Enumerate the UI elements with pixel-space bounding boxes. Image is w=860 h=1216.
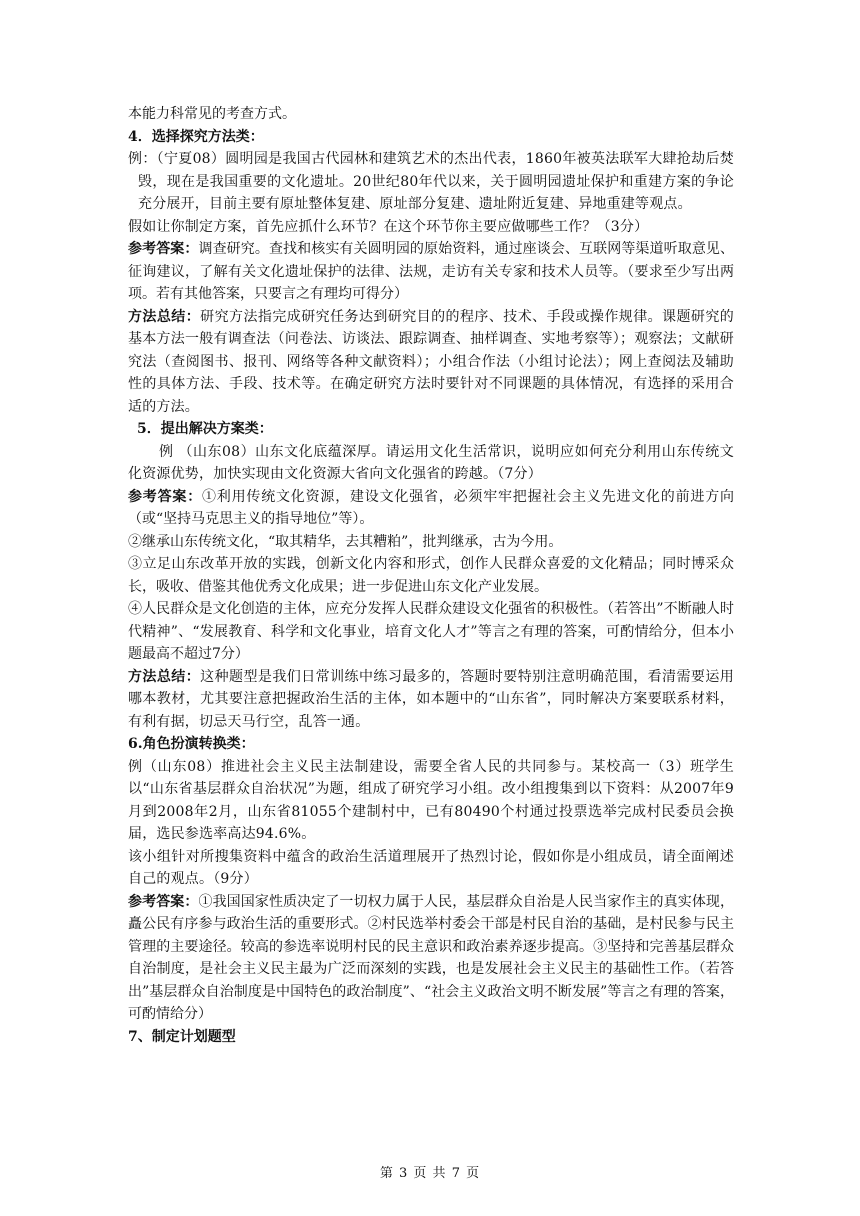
answer-5 [128,486,734,531]
summary-label: 方法总结： [128,308,201,325]
section-heading-5: 5．提出解决方案类： [137,421,273,437]
question-4: 假如让你制定方案，首先应抓什么环节？在这个环节你主要应做哪些工作？（3分） [128,218,649,235]
section-heading-6: 6.角色扮演转换类： [128,736,255,752]
answer-5-point-3: ③立足山东改革开放的实践，创新文化内容和形式，创作人民群众喜爱的文化精品；同时博采众长，吸收、借鉴其他优秀文化成果；进一步促进山东文化产业发展。 [128,556,734,595]
answer-6 [128,891,734,1026]
answer-text: ①我国国家性质决定了一切权力属于人民，基层群众自治是人民当家作主的真实体现，矗公民有序参与政治生活的重要形式。②村民选举村委会干部是村民自治的基础，是村民参与民主管理的主要途径。较高的参选率说明村民的民主意识和政治素养逐步提高。③坚持和完善基层群众自治制度，是社会主义民主最为广泛而深刻的实践，也是发展社会主义民主的基础性工作。（若答出”基层群众自治制度是中国特色的政治制度”、“社会主义政治文明不断发展”等言之有理的答案，可酌情给分） [128,893,735,1022]
summary-label: 方法总结： [128,668,201,685]
example-6: 例（山东08）推进社会主义民主法制建设，需要全省人民的共同参与。某校高一（3）班学生以“山东省基层群众自治状况”为题，组成了研究学习小组。改小组搜集到以下资料：从2007年9月到2008年2月，山东省81055个建制村中，已有80490个村通过投票选举完成村民委员会换届，选民参选率高达94.6%。 [128,758,734,842]
answer-label: 参考答案： [128,893,199,910]
summary-4 [128,306,734,419]
intro-line: 本能力科常见的考查方式。 [128,106,296,122]
answer-text: 调查研究。查找和核实有关圆明园的原始资料，通过座谈会、互联网等渠道听取意见、征询建议，了解有关文化遗址保护的法律、法规，走访有关专家和技术人员等。（要求至少写出两项。若有其他答案，只要言之有理均可得分） [128,241,735,302]
answer-5-point-4: ④人民群众是文化创造的主体，应充分发挥人民群众建设文化强省的积极性。（若答出”不断融人时代精神”、“发展教育、科学和文化事业，培育文化人才”等言之有理的答案，可酌情给分，但本小题最高不超过7分） [128,601,734,662]
page-content [128,103,734,1048]
summary-5 [128,666,734,734]
answer-label: 参考答案： [128,488,202,505]
example-5: 例 （山东08）山东文化底蕴深厚。请运用文化生活常识，说明应如何充分利用山东传统文化资源优势，加快实现由文化资源大省向文化强省的跨越。（7分） [128,443,734,482]
answer-text: ①利用传统文化资源，建设文化强省，必须牢牢把握社会主义先进文化的前进方向（或“坚持马克思主义的指导地位”等）。 [128,488,734,527]
summary-text: 这种题型是我们日常训练中练习最多的，答题时要特别注意明确范围，看清需要运用哪本教材，尤其要注意把握政治生活的主体，如本题中的“山东省”，同时解决方案要联系材料，有利有据，切忌天马行空，乱答一通。 [128,668,734,730]
answer-5-point-2: ②继承山东传统文化，“取其精华，去其糟粕”，批判继承，古为今用。 [128,533,563,550]
section-heading-7: 7、制定计划题型 [128,1028,236,1045]
question-6: 该小组针对所搜集资料中蕴含的政治生活道理展开了热烈讨论，假如你是小组成员，请全面阐述自己的观点。（9分） [128,848,734,887]
summary-text: 研究方法指完成研究任务达到研究目的的程序、技术、手段或操作规律。课题研究的基本方法一般有调查法（问卷法、访谈法、跟踪调查、抽样调查、实地考察等）；观察法；文献研究法（查阅图书、报刊、网络等各种文献资料）；小组合作法（小组讨论法）；网上查阅法及辅助性的具体方法、手段、技术等。在确定研究方法时要针对不同课题的具体情况，有选择的采用合适的方法。 [128,308,734,415]
answer-label: 参考答案： [128,241,199,257]
example-4: 例：（宁夏08）圆明园是我国古代园林和建筑艺术的杰出代表，1860年被英法联军大肆抢劫后焚毁，现在是我国重要的文化遗址。20世纪80年代以来，关于圆明园遗址保护和重建方案的争论充分展开，目前主要有原址整体复建、原址部分复建、遗址附近复建、异地重建等观点。 [128,151,734,212]
section-heading-4: 4．选择探究方法类： [128,128,264,145]
answer-4 [128,238,734,306]
page-footer: 第 3 页 共 7 页 [379,1166,481,1181]
